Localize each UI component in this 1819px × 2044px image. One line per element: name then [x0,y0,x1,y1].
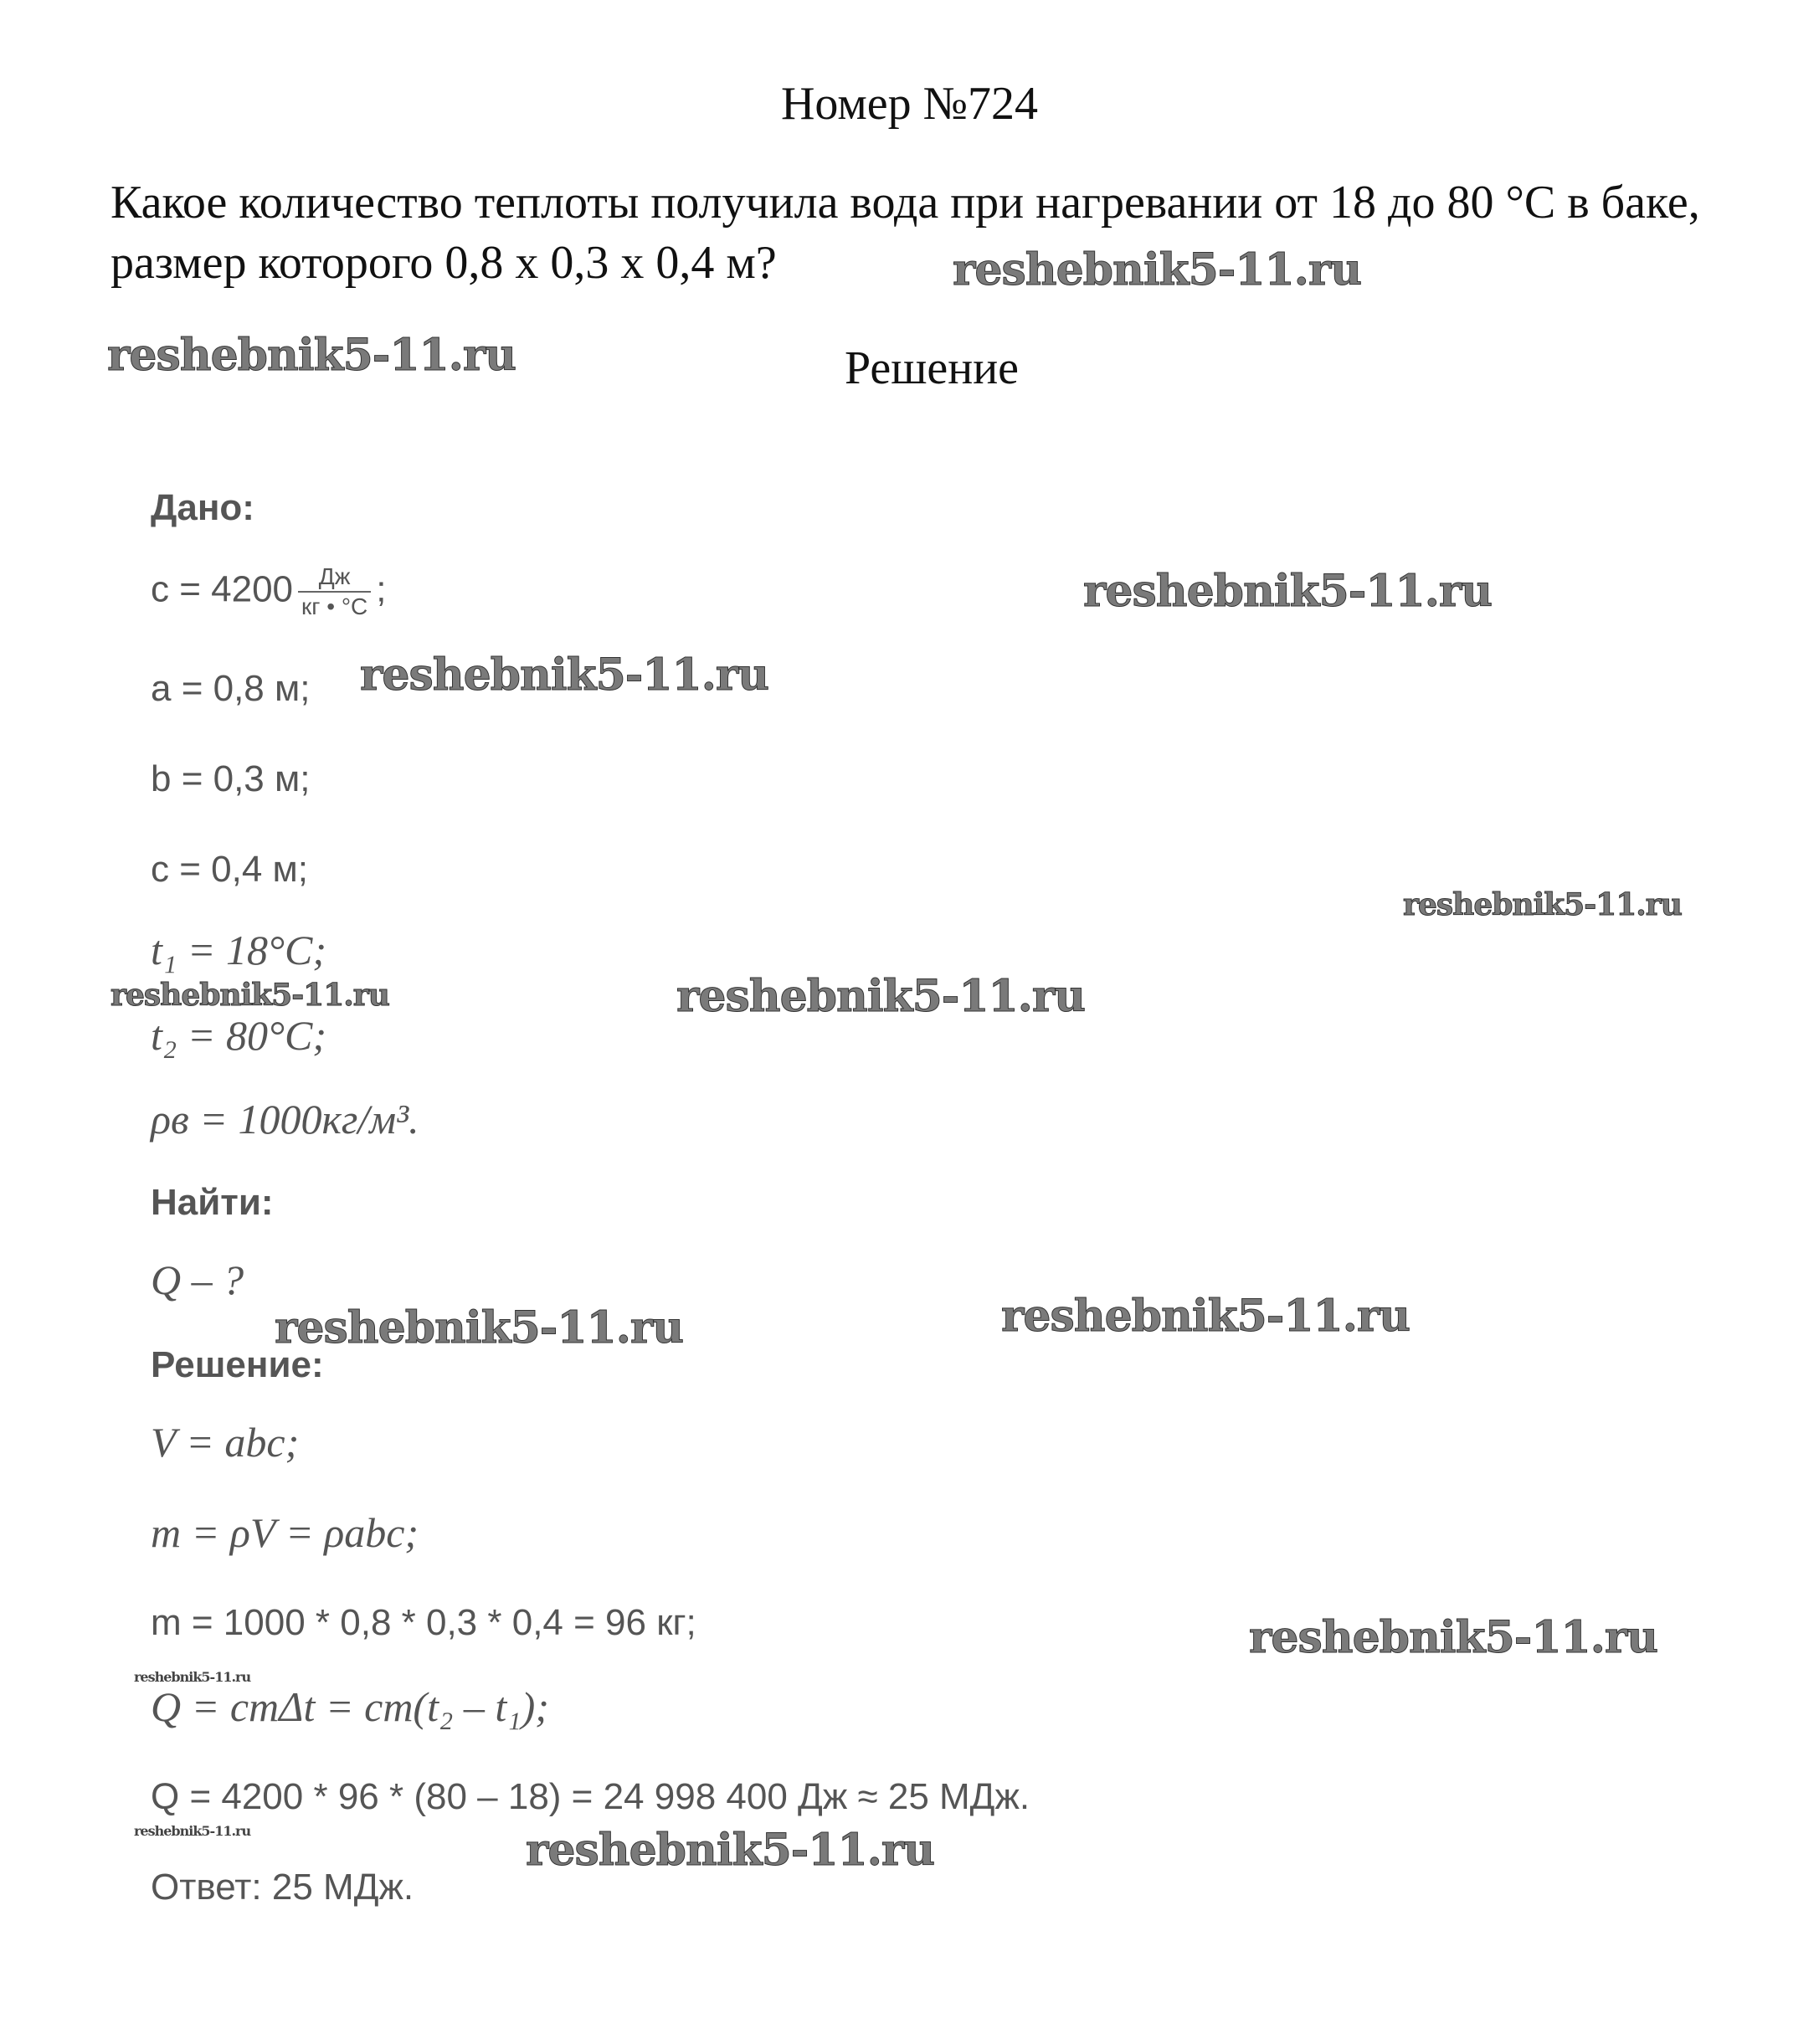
watermark: reshebnik5-11.ru [275,1302,684,1353]
watermark: reshebnik5-11.ru [110,978,389,1013]
step-mass-value: m = 1000 * 0,8 * 0,3 * 0,4 = 96 кг; [151,1602,696,1643]
given-t1: t₁ = 18°С; [151,927,327,973]
watermark: reshebnik5-11.ru [1249,1612,1658,1663]
given-density: ρв = 1000кг/м³. [151,1096,419,1143]
given-b: b = 0,3 м; [151,758,311,799]
step-heat-value: Q = 4200 * 96 * (80 – 18) = 24 998 400 Дж ≈ 25 МДж. [151,1776,1030,1817]
watermark: reshebnik5-11.ru [526,1825,935,1876]
specific-heat-value: c = 4200 [151,568,294,610]
watermark: reshebnik5-11.ru [1001,1291,1410,1342]
given-specific-heat [151,562,387,621]
watermark: reshebnik5-11.ru [107,330,516,381]
given-a: a = 0,8 м; [151,668,311,709]
step-heat-formula: Q = cmΔt = cm(t₂ – t₁); [151,1683,549,1730]
given-t2: t₂ = 80°С; [151,1012,327,1059]
watermark: reshebnik5-11.ru [676,971,1086,1022]
watermark: reshebnik5-11.ru [953,244,1362,295]
find-value: Q – ? [151,1256,244,1303]
given-c: с = 0,4 м; [151,849,309,890]
solution-heading: Решение [844,342,1020,394]
answer: Ответ: 25 МДж. [151,1867,414,1908]
problem-statement: Какое количество теплоты получила вода при нагревании от 18 до 80 °С в баке, размер которого 0,8 х 0,3 х 0,4 м? [110,177,1700,289]
watermark: reshebnik5-11.ru [1403,887,1682,922]
find-label: Найти: [151,1182,274,1223]
specific-heat-unit [298,562,371,621]
given-label: Дано: [151,487,254,528]
unit-denominator: кг • °С [301,593,368,619]
step-mass-formula: m = ρV = ρabc; [151,1509,419,1556]
step-volume: V = abc; [151,1419,300,1466]
solution-label: Решение: [151,1344,324,1385]
specific-heat-suffix: ; [376,568,387,610]
watermark: reshebnik5-11.ru [134,1669,251,1685]
unit-numerator: Дж [298,562,371,593]
watermark: reshebnik5-11.ru [1083,566,1493,617]
watermark: reshebnik5-11.ru [360,650,769,701]
page-title: Номер №724 [780,78,1039,130]
watermark: reshebnik5-11.ru [134,1823,251,1839]
